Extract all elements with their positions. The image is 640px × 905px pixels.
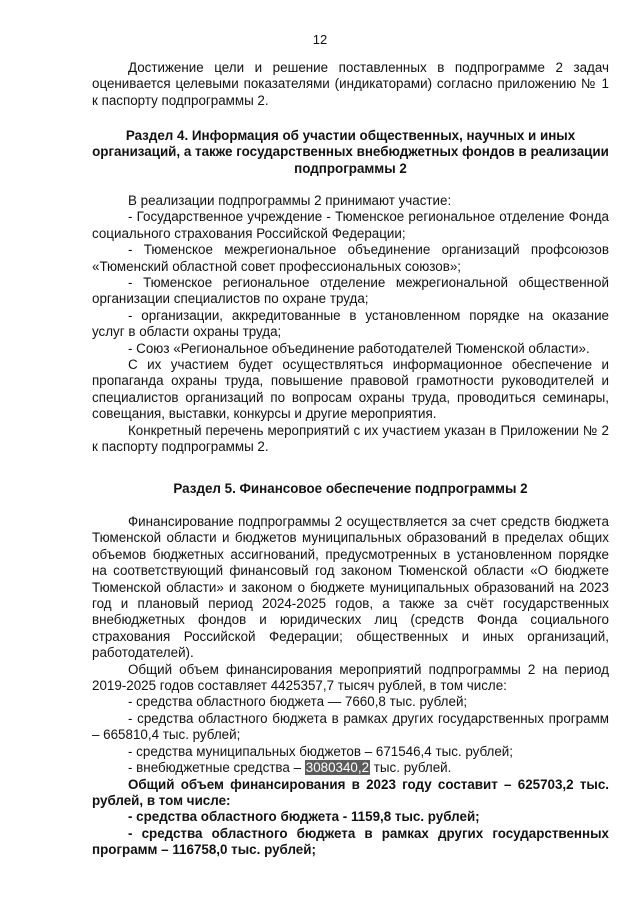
financing-2023-item: - средства областного бюджета - 1159,8 тыс. рублей; (128, 809, 480, 825)
financing-2023-item: - средства областного бюджета в рамках других государственных программ – 116758,0 тыс. рублей; (92, 825, 609, 858)
financing-paragraph: Финансирование подпрограммы 2 осуществляется за счет средств бюджета Тюменской области и бюджетов муниципальных образований в пределах общих объемов бюджетных ассигнований, предусмотренных в установленном порядке на соответствующий финансовый год законом Тюменской области «О бюджете Тюменской области» и законом о бюджете муниципальных образований на 2023 год и плановый период 2024-2025 годов, а также за счёт государственных внебюджетных фондов и юридических лиц (средств Фонда социального страхования Российской Федерации; общественных и иных организаций, работодателей). (92, 514, 609, 661)
participant-item: - Тюменское региональное отделение межрегиональной общественной организации специалистов по охране труда; (92, 275, 609, 307)
section-4-heading: Раздел 4. Информация об участии общественных, научных и иных организаций, а также государственных внебюджетных фондов в реализации подпрограммы 2 (92, 128, 609, 176)
financing-2023-total: Общий объем финансирования в 2023 году составит – 625703,2 тыс. рублей, в том числе: (92, 776, 609, 808)
intro-paragraph: Достижение цели и решение поставленных в подпрограмме 2 задач оценивается целевыми показателями (индикаторами) согласно приложению № 1 к паспорту подпрограммы 2. (92, 60, 609, 108)
financing-item: - средства муниципальных бюджетов – 671546,4 тыс. рублей; (128, 743, 514, 759)
section-5-body (92, 514, 609, 859)
financing-total-paragraph: Общий объем финансирования мероприятий подпрограммы 2 на период 2019-2025 годов составляет 4425357,7 тысяч рублей, в том числе: (92, 661, 609, 694)
section-5 (92, 481, 609, 497)
section-5-heading: Раздел 5. Финансовое обеспечение подпрограммы 2 (173, 481, 528, 496)
page-number: 12 (312, 32, 328, 47)
participant-item: - Тюменское межрегиональное объединение организаций профсоюзов «Тюменский областной совет профессиональных союзов»; (92, 242, 609, 274)
section-4-paragraph: Конкретный перечень мероприятий с их участием указан в Приложении № 2 к паспорту подпрограммы 2. (92, 422, 609, 455)
financing-item: - средства областного бюджета — 7660,8 тыс. рублей; (128, 694, 468, 710)
section-4-paragraph: С их участием будет осуществляться информационное обеспечение и пропаганда охраны труда, повышение правовой грамотности руководителей и специалистов организаций по вопросам охраны труда, проводиться семинары, совещания, выставки, конкурсы и другие мероприятия. (92, 357, 609, 422)
financing-item: - средства областного бюджета в рамках других государственных программ – 665810,4 тыс. рублей; (92, 710, 609, 743)
financing-item-extrabudget (92, 760, 609, 776)
extrabudget-unit: тыс. рублей. (373, 760, 452, 776)
section-4-body (92, 193, 609, 456)
section-4 (92, 128, 609, 177)
extrabudget-label: - внебюджетные средства – (128, 760, 302, 776)
participant-item: - организации, аккредитованные в установленном порядке на оказание услуг в области охраны труда; (92, 307, 609, 340)
extrabudget-value-highlighted[interactable]: 3080340,2 (305, 760, 370, 776)
intro-block (92, 60, 609, 109)
participant-item: - Государственное учреждение - Тюменское региональное отделение Фонда социального страхования Российской Федерации; (92, 209, 609, 241)
participant-item: - Союз «Региональное объединение работодателей Тюменской области». (128, 340, 590, 356)
section-4-lead: В реализации подпрограммы 2 принимают участие: (128, 193, 452, 208)
